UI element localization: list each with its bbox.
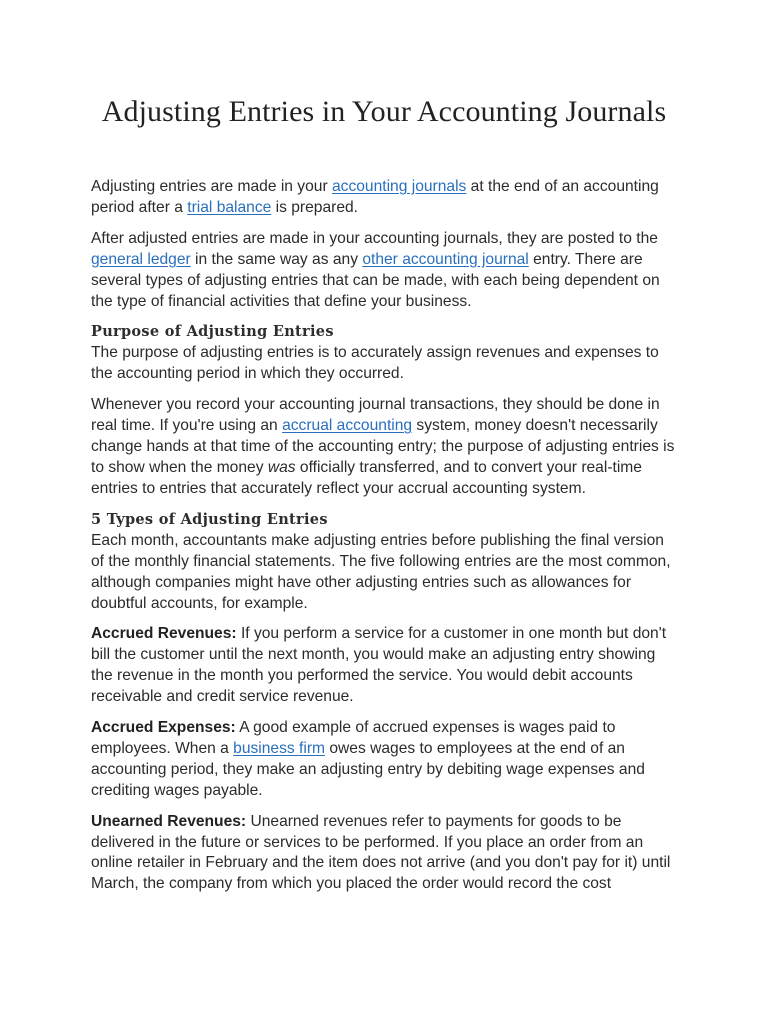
term-unearned-revenues: Unearned Revenues: <box>91 812 247 830</box>
text-run: If you perform a service for a customer in one month but don't bill the customer until the next month, you would make an adjusting entry showing the revenue in the month you performed the service. You would debit accounts receivable and credit service revenue. <box>91 625 667 706</box>
text-run: A good example of accrued expenses is wages paid to employees. When a <box>91 719 616 757</box>
text-run: system, money doesn't necessarily change hands at that time of the accounting entry; the purpose of adjusting entries is to show when the money <box>91 417 675 476</box>
emphasis-was: was <box>267 458 296 476</box>
text-run: in the same way as any <box>190 250 363 268</box>
purpose-paragraph-1: The purpose of adjusting entries is to accurately assign revenues and expenses to the accounting period in which they occurred. <box>91 344 659 383</box>
link-trial-balance[interactable]: trial balance <box>187 198 272 216</box>
text-run: Whenever you record your accounting journal transactions, they should be done in real time. If you're using an <box>91 396 660 435</box>
text-run: at the end of an accounting period after a <box>91 178 659 216</box>
link-accounting-journals[interactable]: accounting journals <box>331 178 467 195</box>
link-business-firm[interactable]: business firm <box>233 739 326 757</box>
intro-paragraph-1 <box>91 177 681 219</box>
unearned-revenues-paragraph <box>91 812 681 896</box>
article-body <box>91 177 681 905</box>
section-heading-types: 5 Types of Adjusting Entries <box>91 510 328 528</box>
text-run: officially transferred, and to convert your real-time entries to entries that accurately reflect your accrual accounting system. <box>91 458 642 497</box>
text-run: Adjusting entries are made in your <box>91 178 332 195</box>
link-accrual-accounting[interactable]: accrual accounting <box>282 417 413 435</box>
term-accrued-expenses: Accrued Expenses: <box>91 719 236 737</box>
text-run: Unearned revenues refer to payments for goods to be delivered in the future or services to be performed. If you place an order from an online retailer in February and the item does not arrive (and you don't pay for it) until March, the company from which you placed the order would record the cost <box>91 812 671 893</box>
purpose-paragraph-2 <box>91 395 681 500</box>
term-accrued-revenues: Accrued Revenues: <box>91 625 237 643</box>
section-heading-purpose: Purpose of Adjusting Entries <box>91 323 334 341</box>
link-other-accounting-journal[interactable]: other accounting journal <box>362 250 529 268</box>
text-run: entry. There are several types of adjusting entries that can be made, with each being dependent on the type of financial activities that define your business. <box>91 250 660 310</box>
types-paragraph-1: Each month, accountants make adjusting entries before publishing the final version of the monthly financial statements. The five following entries are the most common, although companies might have other adjusting entries such as allowances for doubtful accounts, for example. <box>91 531 671 612</box>
text-run: is prepared. <box>271 198 359 216</box>
page-title: Adjusting Entries in Your Accounting Journals <box>101 95 667 128</box>
accrued-expenses-paragraph <box>91 718 681 802</box>
link-general-ledger[interactable]: general ledger <box>91 250 191 268</box>
intro-paragraph-2 <box>91 229 681 313</box>
text-run: After adjusted entries are made in your accounting journals, they are posted to the <box>91 229 658 247</box>
accrued-revenues-paragraph <box>91 624 681 708</box>
text-run: owes wages to employees at the end of an accounting period, they make an adjusting entry by debiting wage expenses and crediting wages payable. <box>91 739 645 799</box>
